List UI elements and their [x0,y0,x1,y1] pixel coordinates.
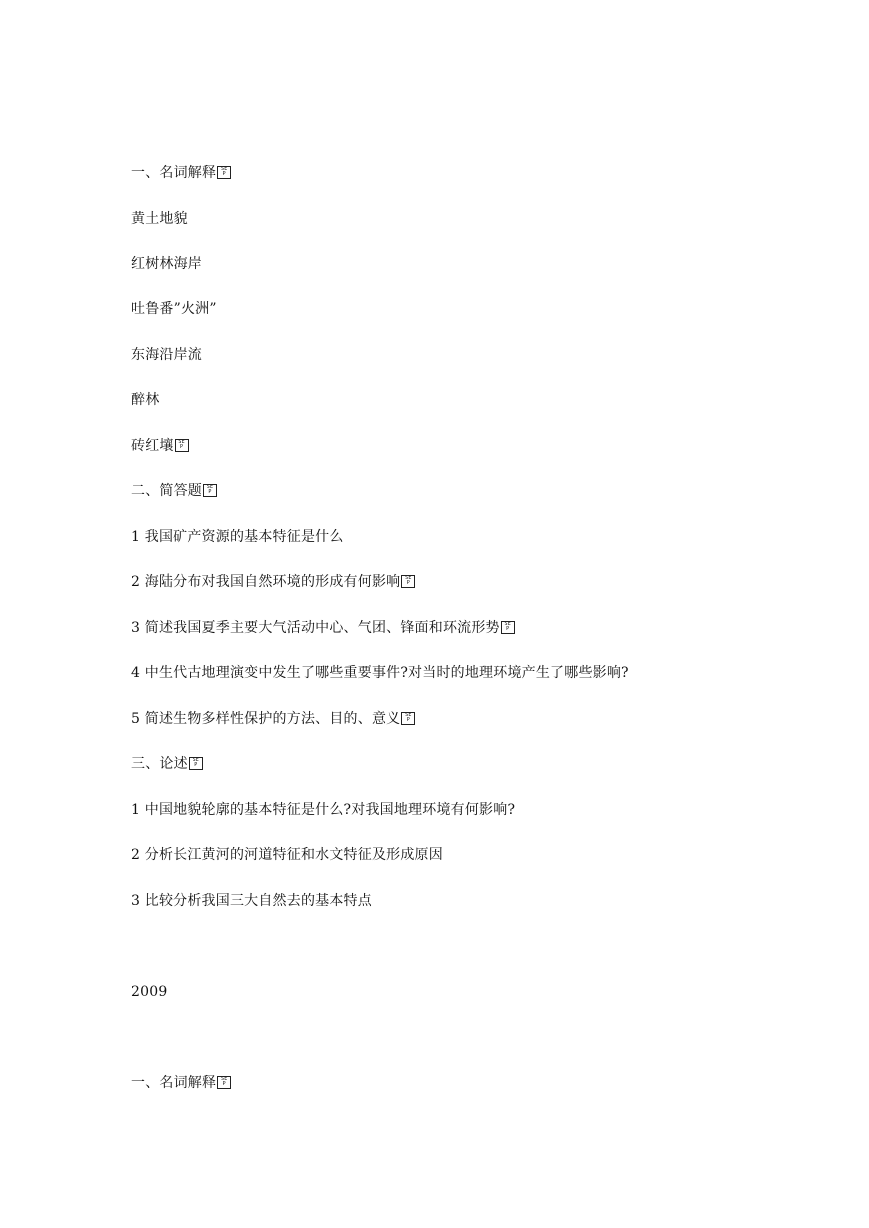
sep-glyph-icon: SE P [203,484,217,497]
sep-glyph-icon: SE P [175,439,189,452]
term-item: 红树林海岸 [131,256,202,272]
sep-glyph-icon: SE P [217,166,231,179]
question-item: 5 简述生物多样性保护的方法、目的、意义 SE P [131,710,415,728]
question-item: 1 中国地貌轮廓的基本特征是什么?对我国地理环境有何影响? [131,802,516,818]
term-item: 东海沿岸流 [131,347,202,363]
question-item: 3 简述我国夏季主要大气活动中心、气团、锋面和环流形势 SE P [131,619,515,637]
sep-glyph-icon: SE P [189,757,203,770]
question-item: 3 比较分析我国三大自然去的基本特点 [131,893,372,909]
question-item: 2 海陆分布对我国自然环境的形成有何影响 SE P [131,573,415,591]
section-heading-4: 一、名词解释 SE P [131,1074,231,1092]
question-item: 4 中生代古地理演变中发生了哪些重要事件?对当时的地理环境产生了哪些影响? [131,665,629,681]
section-heading-1: 一、名词解释 SE P [131,164,231,182]
sep-glyph-icon: SE P [501,621,515,634]
section-heading-3: 三、论述 SE P [131,755,203,773]
year-label: 2009 [131,984,168,1000]
sep-glyph-icon: SE P [401,575,415,588]
term-item: 醉林 [131,392,160,408]
term-item: 黄土地貌 [131,211,188,227]
sep-glyph-icon: SE P [217,1076,231,1089]
sep-glyph-icon: SE P [401,712,415,725]
section-heading-2: 二、简答题 SE P [131,482,217,500]
term-item: 吐鲁番”火洲” [131,301,217,317]
question-item: 2 分析长江黄河的河道特征和水文特征及形成原因 [131,847,443,863]
question-item: 1 我国矿产资源的基本特征是什么 [131,529,344,545]
term-item: 砖红壤 SE P [131,437,189,455]
